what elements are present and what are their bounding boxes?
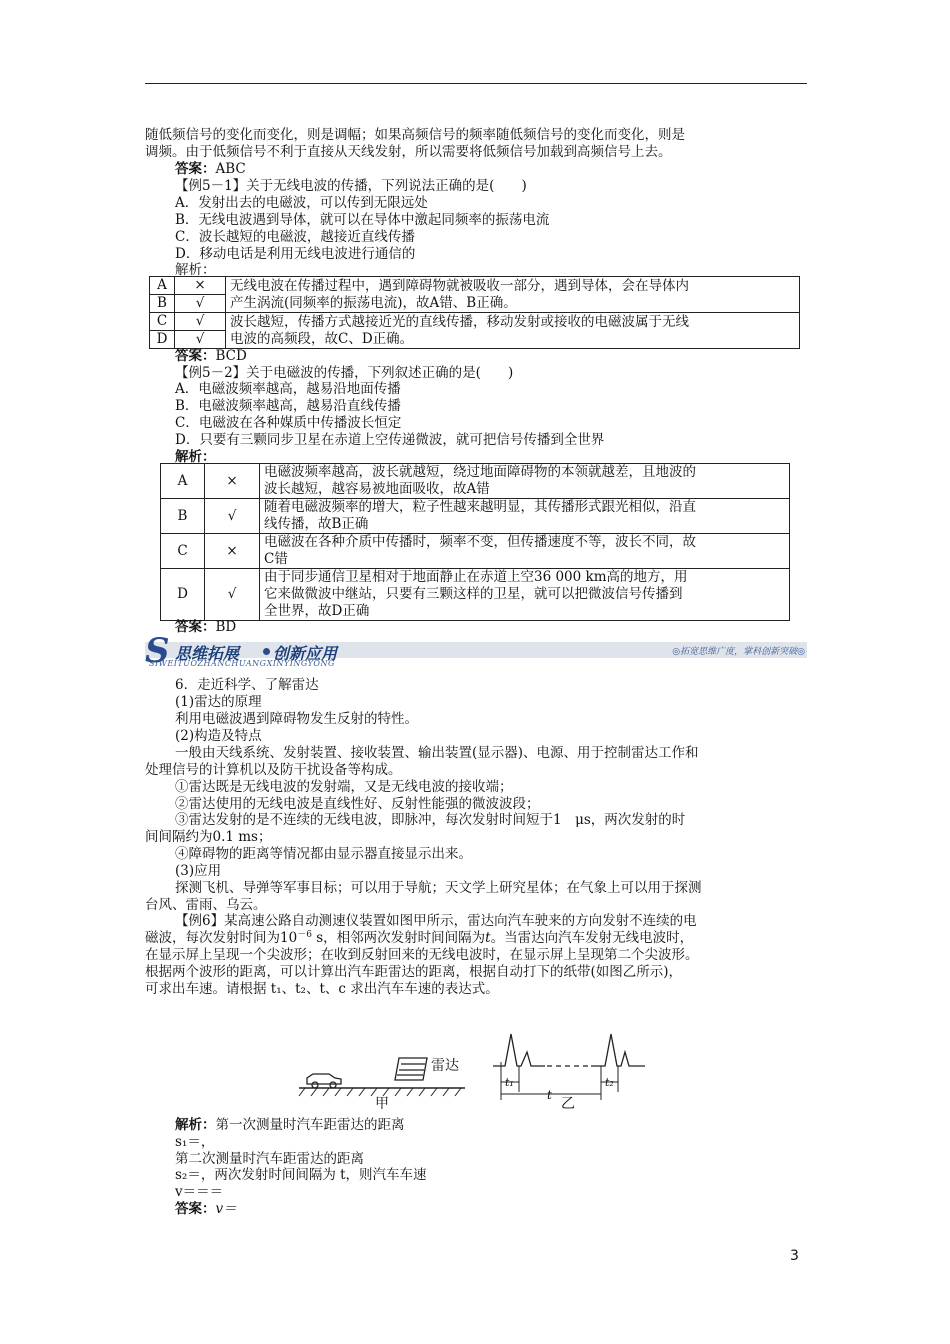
banner-title-2: 创新应用 xyxy=(273,644,338,663)
cell-mark: × xyxy=(205,464,260,499)
answer-6: 答案：v＝ xyxy=(175,1201,237,1217)
text-line: 调频。由于低频信号不利于直接从天线发射，所以需要将低频信号加载到高频信号上去。 xyxy=(145,144,672,160)
cell-letter: A xyxy=(161,464,205,499)
cell-mark: √ xyxy=(205,569,260,621)
cell-mark: √ xyxy=(175,313,226,331)
sec6-line: ④障碍物的距离等情况都由显示器直接显示出来。 xyxy=(175,846,472,862)
t1-label: t₁ xyxy=(505,1076,514,1089)
option-d: D．只要有三颗同步卫星在赤道上空传递微波，就可把信号传播到全世界 xyxy=(175,432,605,448)
text-line: 随低频信号的变化而变化，则是调幅；如果高频信号的频率随低频信号的变化而变化，则是 xyxy=(145,127,685,143)
radar-label: 雷达 xyxy=(431,1058,459,1074)
cell-text: 电磁波频率越高，波长就越短，绕过地面障碍物的本领就越差，且地波的 波长越短，越容易被地面吸收，故A错 xyxy=(260,464,790,499)
cell-text: 电磁波在各种介质中传播时，频率不变，但传播速度不等，波长不同，故 C错 xyxy=(260,534,790,569)
jiexi-label: 解析： xyxy=(175,262,216,278)
example-6-line: 在显示屏上呈现一个尖波形；在收到反射回来的无线电波时，在显示屏上呈现第二个尖波形。 xyxy=(145,947,699,963)
cell-text: 波长越短，传播方式越接近光的直线传播，移动发射或接收的电磁波属于无线 电波的高频段，故C、D正确。 xyxy=(226,313,800,349)
jia-label: 甲 xyxy=(375,1096,389,1110)
answer-5-1: 答案：BCD xyxy=(175,348,247,364)
jiexi-label: 解析： xyxy=(175,449,216,465)
option-c: C．电磁波在各种媒质中传播波长恒定 xyxy=(175,415,402,431)
banner-letter: S xyxy=(145,631,170,671)
sec6-line: 处理信号的计算机以及防干扰设备等构成。 xyxy=(145,762,402,778)
banner-title-1: 思维拓展 xyxy=(175,644,240,663)
figure-jia xyxy=(299,1057,465,1110)
solution-table-5-2 xyxy=(160,463,790,621)
cell-letter: B xyxy=(161,499,205,534)
cell-letter: C xyxy=(161,534,205,569)
solution-6-line: s₁＝， xyxy=(175,1134,215,1150)
sec6-line: 一般由天线系统、发射装置、接收装置、输出装置(显示器)、电源、用于控制雷达工作和 xyxy=(175,745,699,761)
solution-6-line: s₂＝，两次发射时间间隔为 t，则汽车车速 xyxy=(175,1167,427,1183)
sec6-line: (2)构造及特点 xyxy=(175,728,262,744)
cell-mark: × xyxy=(205,534,260,569)
cell-letter: D xyxy=(150,331,175,349)
solution-table-5-1 xyxy=(149,276,800,349)
example-6-line: 根据两个波形的距离，可以计算出汽车距雷达的距离，根据自动打下的纸带(如图乙所示)， xyxy=(145,964,683,980)
t2-label: t₂ xyxy=(605,1076,614,1089)
section-banner xyxy=(145,631,807,671)
cell-mark: × xyxy=(175,277,226,295)
radar-figure xyxy=(295,1000,655,1110)
option-c: C．波长越短的电磁波，越接近直线传播 xyxy=(175,229,415,245)
sec6-line: 探测飞机、导弹等军事目标；可以用于导航；天文学上研究星体；在气象上可以用于探测 xyxy=(175,880,702,896)
sec6-line: ②雷达使用的无线电波是直线性好、反射性能强的微波波段； xyxy=(175,796,540,812)
example-6-line: 可求出车速。请根据 t₁、t₂、t、c 求出汽车车速的表达式。 xyxy=(145,981,499,997)
example-5-2-title: 【例5－2】关于电磁波的传播，下列叙述正确的是( ) xyxy=(175,365,514,381)
yi-label: 乙 xyxy=(561,1096,575,1110)
sec6-line: ③雷达发射的是不连续的无线电波，即脉冲，每次发射时间短于1 μs，两次发射的时 xyxy=(175,812,686,828)
cell-mark: √ xyxy=(175,331,226,349)
sec6-line: 6．走近科学、了解雷达 xyxy=(175,677,319,693)
header-rule xyxy=(145,83,807,84)
sec6-line: ①雷达既是无线电波的发射端，又是无线电波的接收端； xyxy=(175,779,513,795)
cell-text: 随着电磁波频率的增大，粒子性越来越明显，其传播形式跟光相似，沿直 线传播，故B正确 xyxy=(260,499,790,534)
answer-5-2: 答案：BD xyxy=(175,619,237,635)
option-a: A．发射出去的电磁波，可以传到无限远处 xyxy=(175,195,428,211)
banner-pinyin: SIWEITUOZHANCHUANGXINYINGYONG xyxy=(149,659,335,668)
solution-6-line: 第二次测量时汽车距雷达的距离 xyxy=(175,1151,364,1167)
radar-icon xyxy=(395,1058,427,1080)
cell-letter: B xyxy=(150,295,175,313)
option-b: B．电磁波频率越高，越易沿直线传播 xyxy=(175,398,401,414)
sec6-line: 台风、雷雨、乌云。 xyxy=(145,897,267,913)
banner-slogan: ◎拓宽思维广度，掌科创新突破◎ xyxy=(672,647,805,657)
solution-6-line: 解析：第一次测量时汽车距雷达的距离 xyxy=(175,1117,405,1133)
cell-letter: D xyxy=(161,569,205,621)
option-d: D．移动电话是利用无线电波进行通信的 xyxy=(175,246,416,262)
sec6-line: (3)应用 xyxy=(175,863,222,879)
sec6-line: 利用电磁波遇到障碍物发生反射的特性。 xyxy=(175,711,418,727)
cell-letter: A xyxy=(150,277,175,295)
cell-mark: √ xyxy=(205,499,260,534)
t-label: t xyxy=(547,1088,552,1102)
option-a: A．电磁波频率越高，越易沿地面传播 xyxy=(175,381,401,397)
cell-letter: C xyxy=(150,313,175,331)
solution-6-line: v＝＝＝ xyxy=(175,1184,224,1200)
option-b: B．无线电波遇到导体，就可以在导体中激起同频率的振荡电流 xyxy=(175,212,550,228)
example-6-line: 磁波，每次发射时间为$10^{-6}$ s，相邻两次发射时间间隔为t。当雷达向汽车发射无线电波时， xyxy=(145,930,694,946)
page-number: 3 xyxy=(790,1248,799,1264)
banner-dot-icon xyxy=(263,648,270,655)
cell-mark: √ xyxy=(175,295,226,313)
figure-yi xyxy=(493,1034,645,1100)
sec6-line: (1)雷达的原理 xyxy=(175,694,262,710)
example-5-1-title: 【例5－1】关于无线电波的传播，下列说法正确的是( ) xyxy=(175,178,527,194)
answer-prev: 答案：ABC xyxy=(175,161,246,177)
cell-text: 无线电波在传播过程中，遇到障碍物就被吸收一部分，遇到导体，会在导体内 产生涡流(同频率的振荡电流)，故A错、B正确。 xyxy=(226,277,800,313)
cell-text: 由于同步通信卫星相对于地面静止在赤道上空36 000 km高的地方，用 它来做微波中继站，只要有三颗这样的卫星，就可以把微波信号传播到 全世界，故D正确 xyxy=(260,569,790,621)
car-icon xyxy=(307,1074,341,1088)
sec6-line: 间间隔约为0.1 ms； xyxy=(145,829,272,845)
example-6-line: 【例6】某高速公路自动测速仪装置如图甲所示，雷达向汽车驶来的方向发射不连续的电 xyxy=(175,913,697,929)
